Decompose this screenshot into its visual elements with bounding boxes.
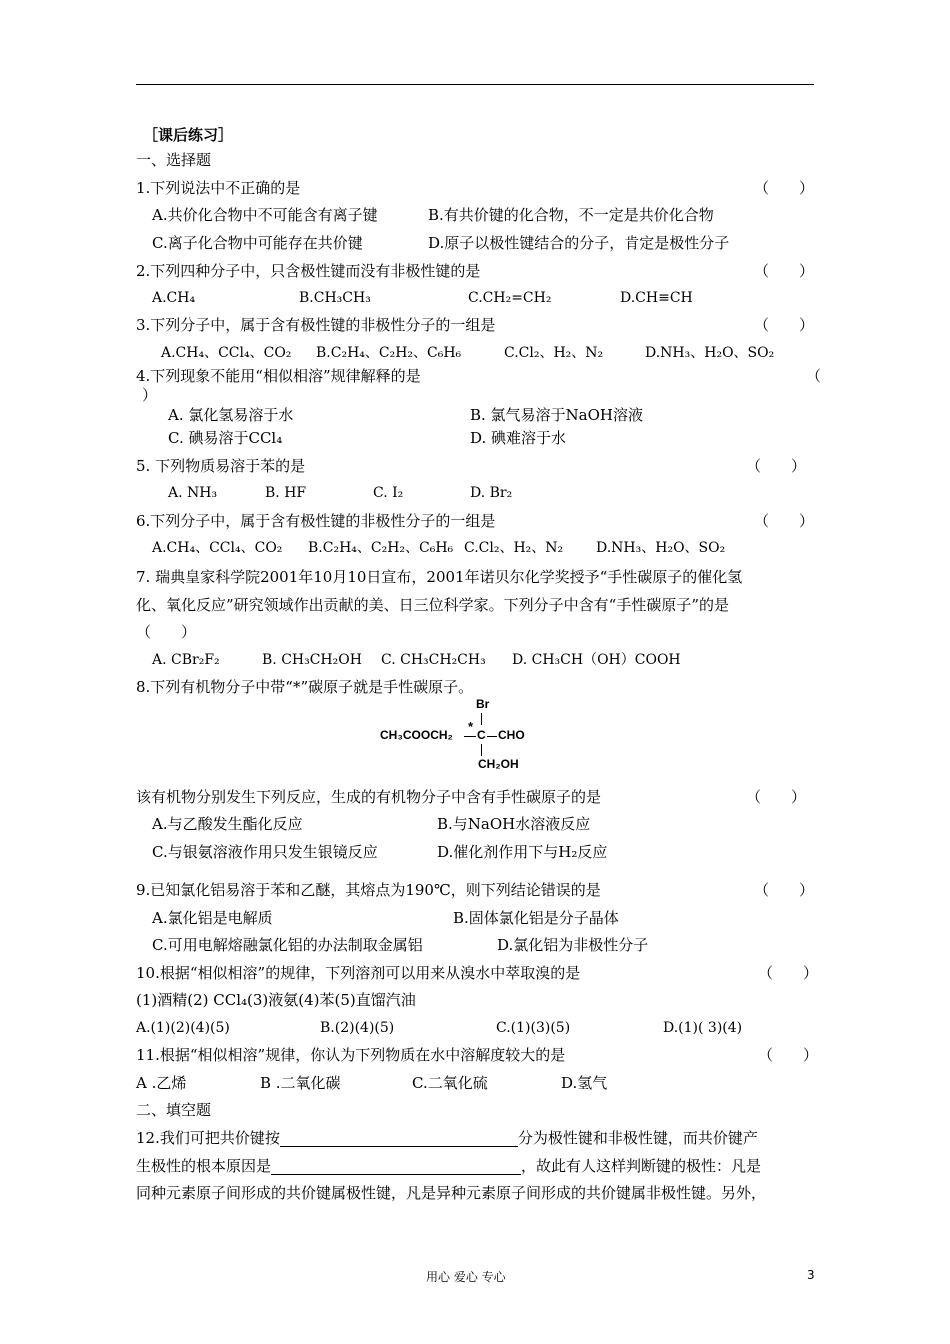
answer-paren: （ ）: [754, 316, 815, 334]
question-5-options: [136, 479, 826, 507]
option-a: A.氯化铝是电解质: [152, 909, 273, 927]
answer-paren: （ ）: [746, 788, 807, 806]
option-c: C.Cl₂、H₂、N₂: [504, 345, 604, 361]
option-a: A.CH₄: [152, 290, 196, 306]
question-10-items: (1)酒精(2) CCl₄(3)液氨(4)苯(5)直馏汽油: [136, 991, 416, 1009]
structure-bottom-group: CH₂OH: [478, 757, 519, 771]
option-d: D.NH₃、H₂O、SO₂: [596, 540, 726, 556]
option-a: A.CH₄、CCl₄、CO₂: [161, 345, 292, 361]
option-c: C.(1)(3)(5): [496, 1020, 571, 1036]
answer-paren: （ ）: [754, 262, 815, 280]
section-header: ［课后练习］: [143, 126, 234, 144]
answer-paren: （ ）: [754, 881, 815, 899]
option-a: A.与乙酸发生酯化反应: [152, 815, 303, 833]
option-d: D.NH₃、H₂O、SO₂: [645, 345, 775, 361]
option-c: C.CH₂=CH₂: [468, 290, 552, 306]
question-6: 6.下列分子中，属于含有极性键的非极性分子的一组是 （ ）: [136, 507, 826, 535]
question-11: 11.根据“相似相溶”规律，你认为下列物质在水中溶解度较大的是 （ ）: [136, 1041, 826, 1069]
option-d: D. CH₃CH（OH）COOH: [512, 652, 681, 668]
answer-paren: （ ）: [758, 1046, 819, 1064]
option-c: C. CH₃CH₂CH₃: [381, 652, 486, 668]
option-b: B.固体氯化铝是分子晶体: [453, 909, 619, 927]
fill-blank-1[interactable]: [280, 1128, 518, 1147]
bond-bottom: [481, 744, 483, 756]
footer-slogan: 用心 爱心 专心: [426, 1270, 506, 1284]
question-9-options-row1: [136, 904, 826, 932]
question-12-line2: 生极性的根本原因是 ，故此有人这样判断键的极性：凡是: [136, 1157, 762, 1175]
option-c: C.二氧化硫: [412, 1074, 488, 1092]
option-d: D. Br₂: [470, 485, 513, 501]
structure-left-group: CH₃COOCH₂: [380, 728, 453, 742]
answer-paren: （ ）: [758, 964, 819, 982]
question-2-options: [136, 284, 826, 312]
part1-title: 一、选择题: [136, 151, 212, 169]
question-4-paren-close: ）: [142, 386, 158, 404]
question-8-line2: 该有机物分别发生下列反应，生成的有机物分子中含有手性碳原子的是 （ ）: [136, 783, 826, 811]
answer-paren-open: （: [806, 367, 822, 385]
option-b: B.CH₃CH₃: [299, 290, 371, 306]
question-1-options-row1: [136, 201, 826, 229]
question-5: 5. 下列物质易溶于苯的是 （ ）: [136, 452, 826, 480]
option-c: C.Cl₂、H₂、N₂: [464, 540, 564, 556]
bond-right: [487, 736, 497, 737]
structure-center-carbon: C: [477, 728, 486, 742]
option-d: D.氢气: [561, 1074, 608, 1092]
question-1: 1.下列说法中不正确的是 （ ）: [136, 174, 826, 202]
answer-paren: （ ）: [746, 457, 807, 475]
answer-paren: （ ）: [754, 179, 815, 197]
option-d: D. 碘难溶于水: [470, 429, 567, 447]
question-7-paren: （ ）: [136, 623, 197, 641]
question-9-options-row2: [136, 931, 826, 959]
question-7-line1: 7. 瑞典皇家科学院2001年10月10日宣布，2001年诺贝尔化学奖授予“手性碳原子的催化氢: [136, 568, 743, 586]
bond-left: [464, 736, 476, 737]
option-a: A .乙烯: [136, 1074, 187, 1092]
option-b: B. HF: [265, 485, 307, 501]
option-c: C. 碘易溶于CCl₄: [168, 429, 283, 447]
structure-right-group: CHO: [498, 728, 525, 742]
option-d: D.催化剂作用下与H₂反应: [437, 843, 608, 861]
chiral-star: *: [468, 719, 474, 734]
option-b: B. CH₃CH₂OH: [262, 652, 362, 668]
option-b: B.C₂H₄、C₂H₂、C₆H₆: [308, 540, 454, 556]
question-2: 2.下列四种分子中，只含极性键而没有非极性键的是 （ ）: [136, 257, 826, 285]
question-8-options-row1: [136, 810, 826, 838]
question-7-options: [136, 646, 826, 674]
question-12-line1: 12.我们可把共价键按 分为极性键和非极性键，而共价键产: [136, 1129, 758, 1147]
option-a: A. CBr₂F₂: [152, 652, 220, 668]
option-c: C.可用电解熔融氯化铝的办法制取金属铝: [152, 936, 423, 954]
question-4: 4.下列现象不能用“相似相溶”规律解释的是 （: [136, 362, 826, 390]
question-10-options: [136, 1014, 826, 1042]
option-b: B.有共价键的化合物，不一定是共价化合物: [428, 206, 714, 224]
bond-top: [481, 713, 483, 725]
question-9: 9.已知氯化铝易溶于苯和乙醚，其熔点为190℃，则下列结论错误的是 （ ）: [136, 876, 826, 904]
option-a: A.(1)(2)(4)(5): [136, 1020, 230, 1036]
question-3: 3.下列分子中，属于含有极性键的非极性分子的一组是 （ ）: [136, 311, 826, 339]
option-b: B.(2)(4)(5): [320, 1020, 395, 1036]
question-11-options: [136, 1069, 826, 1097]
option-d: D.氯化铝为非极性分子: [497, 936, 649, 954]
part2-title: 二、填空题: [136, 1101, 212, 1119]
question-7-line2: 化、氧化反应”研究领域作出贡献的美、日三位科学家。下列分子中含有“手性碳原子”的是: [136, 596, 730, 614]
fill-blank-2[interactable]: [271, 1156, 521, 1175]
question-4-options-row2: [136, 424, 826, 452]
question-8: 8.下列有机物分子中带“*”碳原子就是手性碳原子。: [136, 678, 474, 696]
option-b: B .二氧化碳: [260, 1074, 341, 1092]
question-1-options-row2: [136, 229, 826, 257]
option-a: A.共价化合物中不可能含有离子键: [152, 206, 378, 224]
option-b: B. 氯气易溶于NaOH溶液: [470, 406, 644, 424]
option-c: C. I₂: [373, 485, 404, 501]
question-12-line3: 同种元素原子间形成的共价键属极性键，凡是异种元素原子间形成的共价键属非极性键。另外，: [136, 1184, 767, 1202]
option-a: A. NH₃: [168, 485, 218, 501]
option-c: C.离子化合物中可能存在共价键: [152, 234, 363, 252]
option-d: D.(1)( 3)(4): [663, 1020, 743, 1036]
answer-paren: （ ）: [754, 512, 815, 530]
option-d: D.CH≡CH: [620, 290, 693, 306]
option-b: B.C₂H₄、C₂H₂、C₆H₆: [316, 345, 462, 361]
option-b: B.与NaOH水溶液反应: [437, 815, 591, 833]
option-d: D.原子以极性键结合的分子，肯定是极性分子: [428, 234, 730, 252]
question-6-options: [136, 534, 826, 562]
question-10: 10.根据“相似相溶”的规律，下列溶剂可以用来从溴水中萃取溴的是 （ ）: [136, 959, 826, 987]
option-a: A. 氯化氢易溶于水: [168, 406, 294, 424]
header-rule: [136, 84, 814, 85]
page-number: 3: [807, 1268, 815, 1282]
question-8-options-row2: [136, 838, 826, 866]
chiral-molecule-structure: [380, 697, 540, 775]
option-a: A.CH₄、CCl₄、CO₂: [152, 540, 283, 556]
structure-br: Br: [476, 697, 490, 711]
option-c: C.与银氨溶液作用只发生银镜反应: [152, 843, 378, 861]
